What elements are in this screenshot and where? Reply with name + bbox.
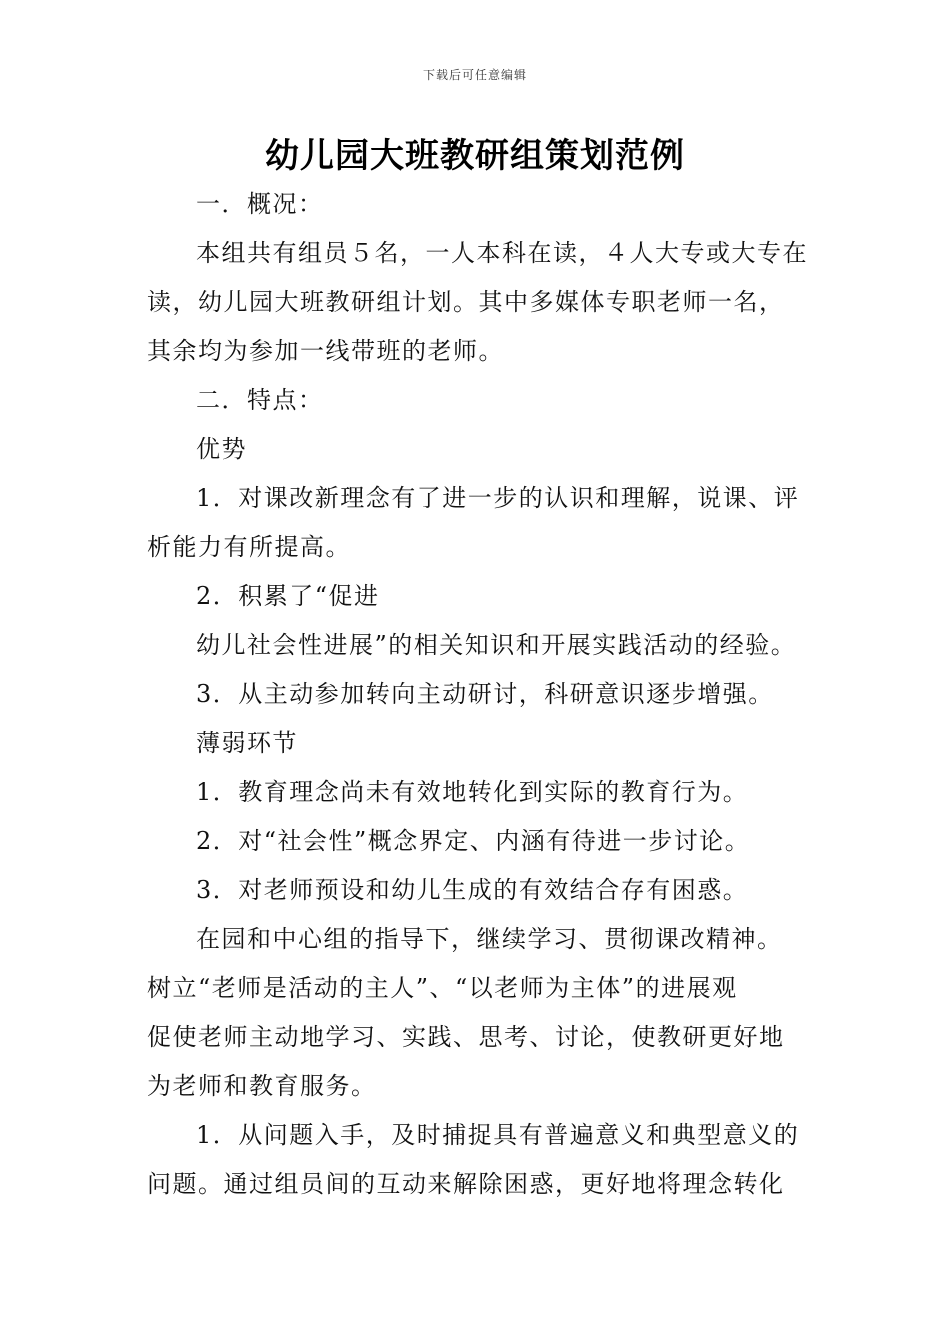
paragraph-line: 问题。通过组员间的互动来解除困惑，更好地将理念转化 bbox=[147, 1170, 785, 1198]
paragraph-line: 3．从主动参加转向主动研讨，科研意识逐步增强。 bbox=[196, 680, 774, 708]
paragraph-line: 1．对课改新理念有了进一步的认识和理解，说课、评 bbox=[196, 484, 800, 512]
paragraph-line: 读，幼儿园大班教研组计划。其中多媒体专职老师一名， bbox=[147, 288, 785, 316]
document-body bbox=[147, 180, 809, 1209]
paragraph-line: 二．特点： bbox=[196, 386, 324, 414]
header-note: 下载后可任意编辑 bbox=[422, 68, 527, 82]
paragraph-line: 2．积累了“促进 bbox=[196, 582, 380, 610]
document-title: 幼儿园大班教研组策划范例 bbox=[265, 136, 685, 176]
paragraph-line: 促使老师主动地学习、实践、思考、讨论，使教研更好地 bbox=[147, 1023, 785, 1051]
paragraph-line: 薄弱环节 bbox=[196, 729, 298, 757]
paragraph-line: 树立“老师是活动的主人”、“以老师为主体”的进展观 bbox=[147, 974, 738, 1002]
paragraph-line: 析能力有所提高。 bbox=[147, 533, 351, 561]
paragraph-line: 1．从问题入手，及时捕捉具有普遍意义和典型意义的 bbox=[196, 1121, 800, 1149]
paragraph-line: 本组共有组员５名，一人本科在读，４人大专或大专在 bbox=[196, 239, 808, 267]
paragraph-line: 为老师和教育服务。 bbox=[147, 1072, 377, 1100]
paragraph-line: 1．教育理念尚未有效地转化到实际的教育行为。 bbox=[196, 778, 749, 806]
paragraph-line: 2．对“社会性”概念界定、内涵有待进一步讨论。 bbox=[196, 827, 751, 855]
paragraph-line: 幼儿社会性进展”的相关知识和开展实践活动的经验。 bbox=[196, 631, 797, 659]
paragraph-line: 一．概况： bbox=[196, 190, 324, 218]
paragraph-line: 优势 bbox=[196, 435, 247, 463]
paragraph-line: 3．对老师预设和幼儿生成的有效结合存有困惑。 bbox=[196, 876, 749, 904]
paragraph-line: 其余均为参加一线带班的老师。 bbox=[147, 337, 504, 365]
paragraph-line: 在园和中心组的指导下，继续学习、贯彻课改精神。 bbox=[196, 925, 783, 953]
